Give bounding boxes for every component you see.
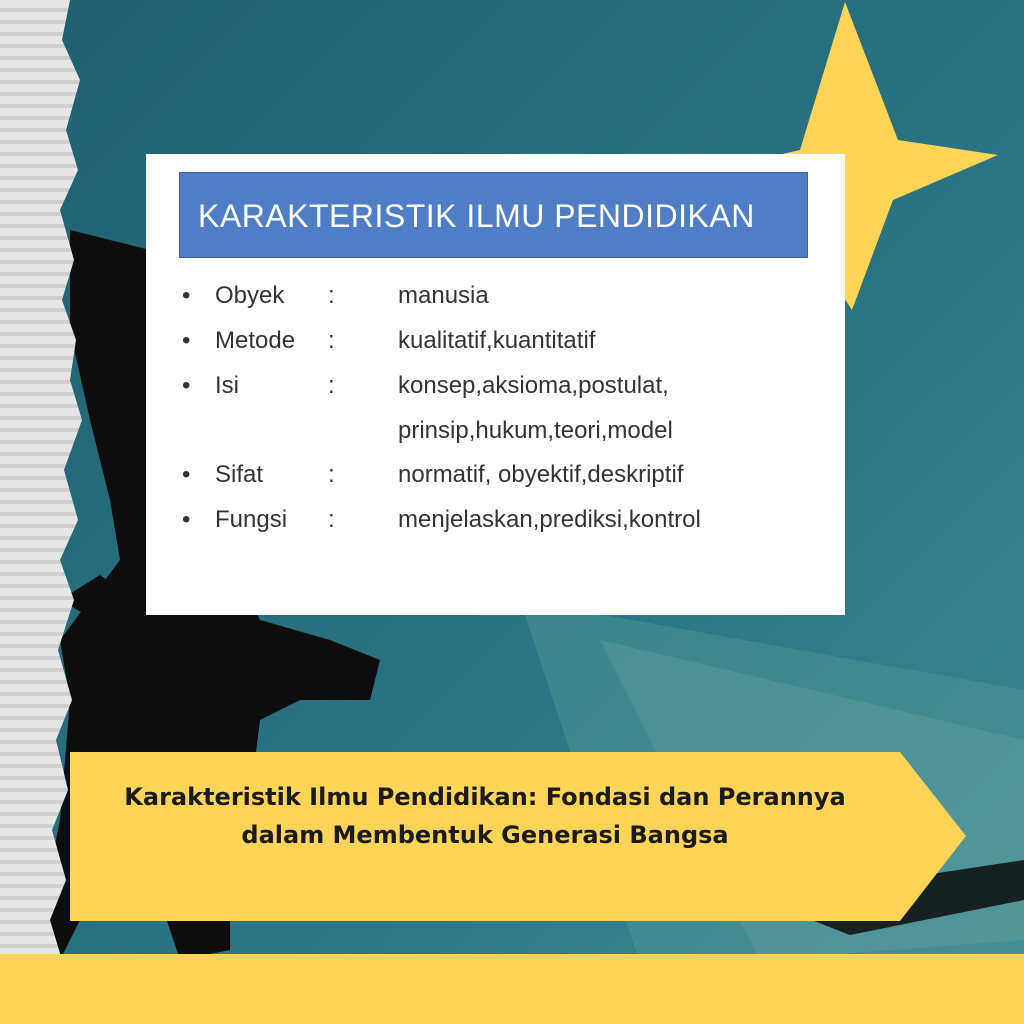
item-label: Fungsi [215,506,288,533]
item-label: Obyek [215,282,285,309]
item-colon: : [328,327,335,354]
item-value: menjelaskan,prediksi,kontrol [398,506,701,533]
item-colon: : [328,461,335,488]
banner-title [70,778,900,854]
item-label: Metode [215,327,296,354]
item-colon: : [328,282,335,309]
item-label: Sifat [215,461,264,488]
bullet: • [182,372,191,399]
item-value: prinsip,hukum,teori,model [398,417,673,444]
bullet: • [182,506,191,533]
item-colon: : [328,506,335,533]
bottom-bar [0,954,1024,1024]
item-value: konsep,aksioma,postulat, [398,372,669,399]
item-label: Isi [215,372,239,399]
banner-title-line-1: Karakteristik Ilmu Pendidikan: Fondasi dan Perannya [124,783,846,811]
bullet: • [182,461,191,488]
item-colon: : [328,372,335,399]
item-value: kualitatif,kuantitatif [398,327,596,354]
banner-title-line-2: dalam Membentuk Generasi Bangsa [241,821,729,849]
card-title: KARAKTERISTIK ILMU PENDIDIKAN [179,172,808,258]
item-value: normatif, obyektif,deskriptif [398,461,684,488]
item-value: manusia [398,282,489,309]
info-card [146,154,845,615]
bullet: • [182,282,191,309]
bullet: • [182,327,191,354]
